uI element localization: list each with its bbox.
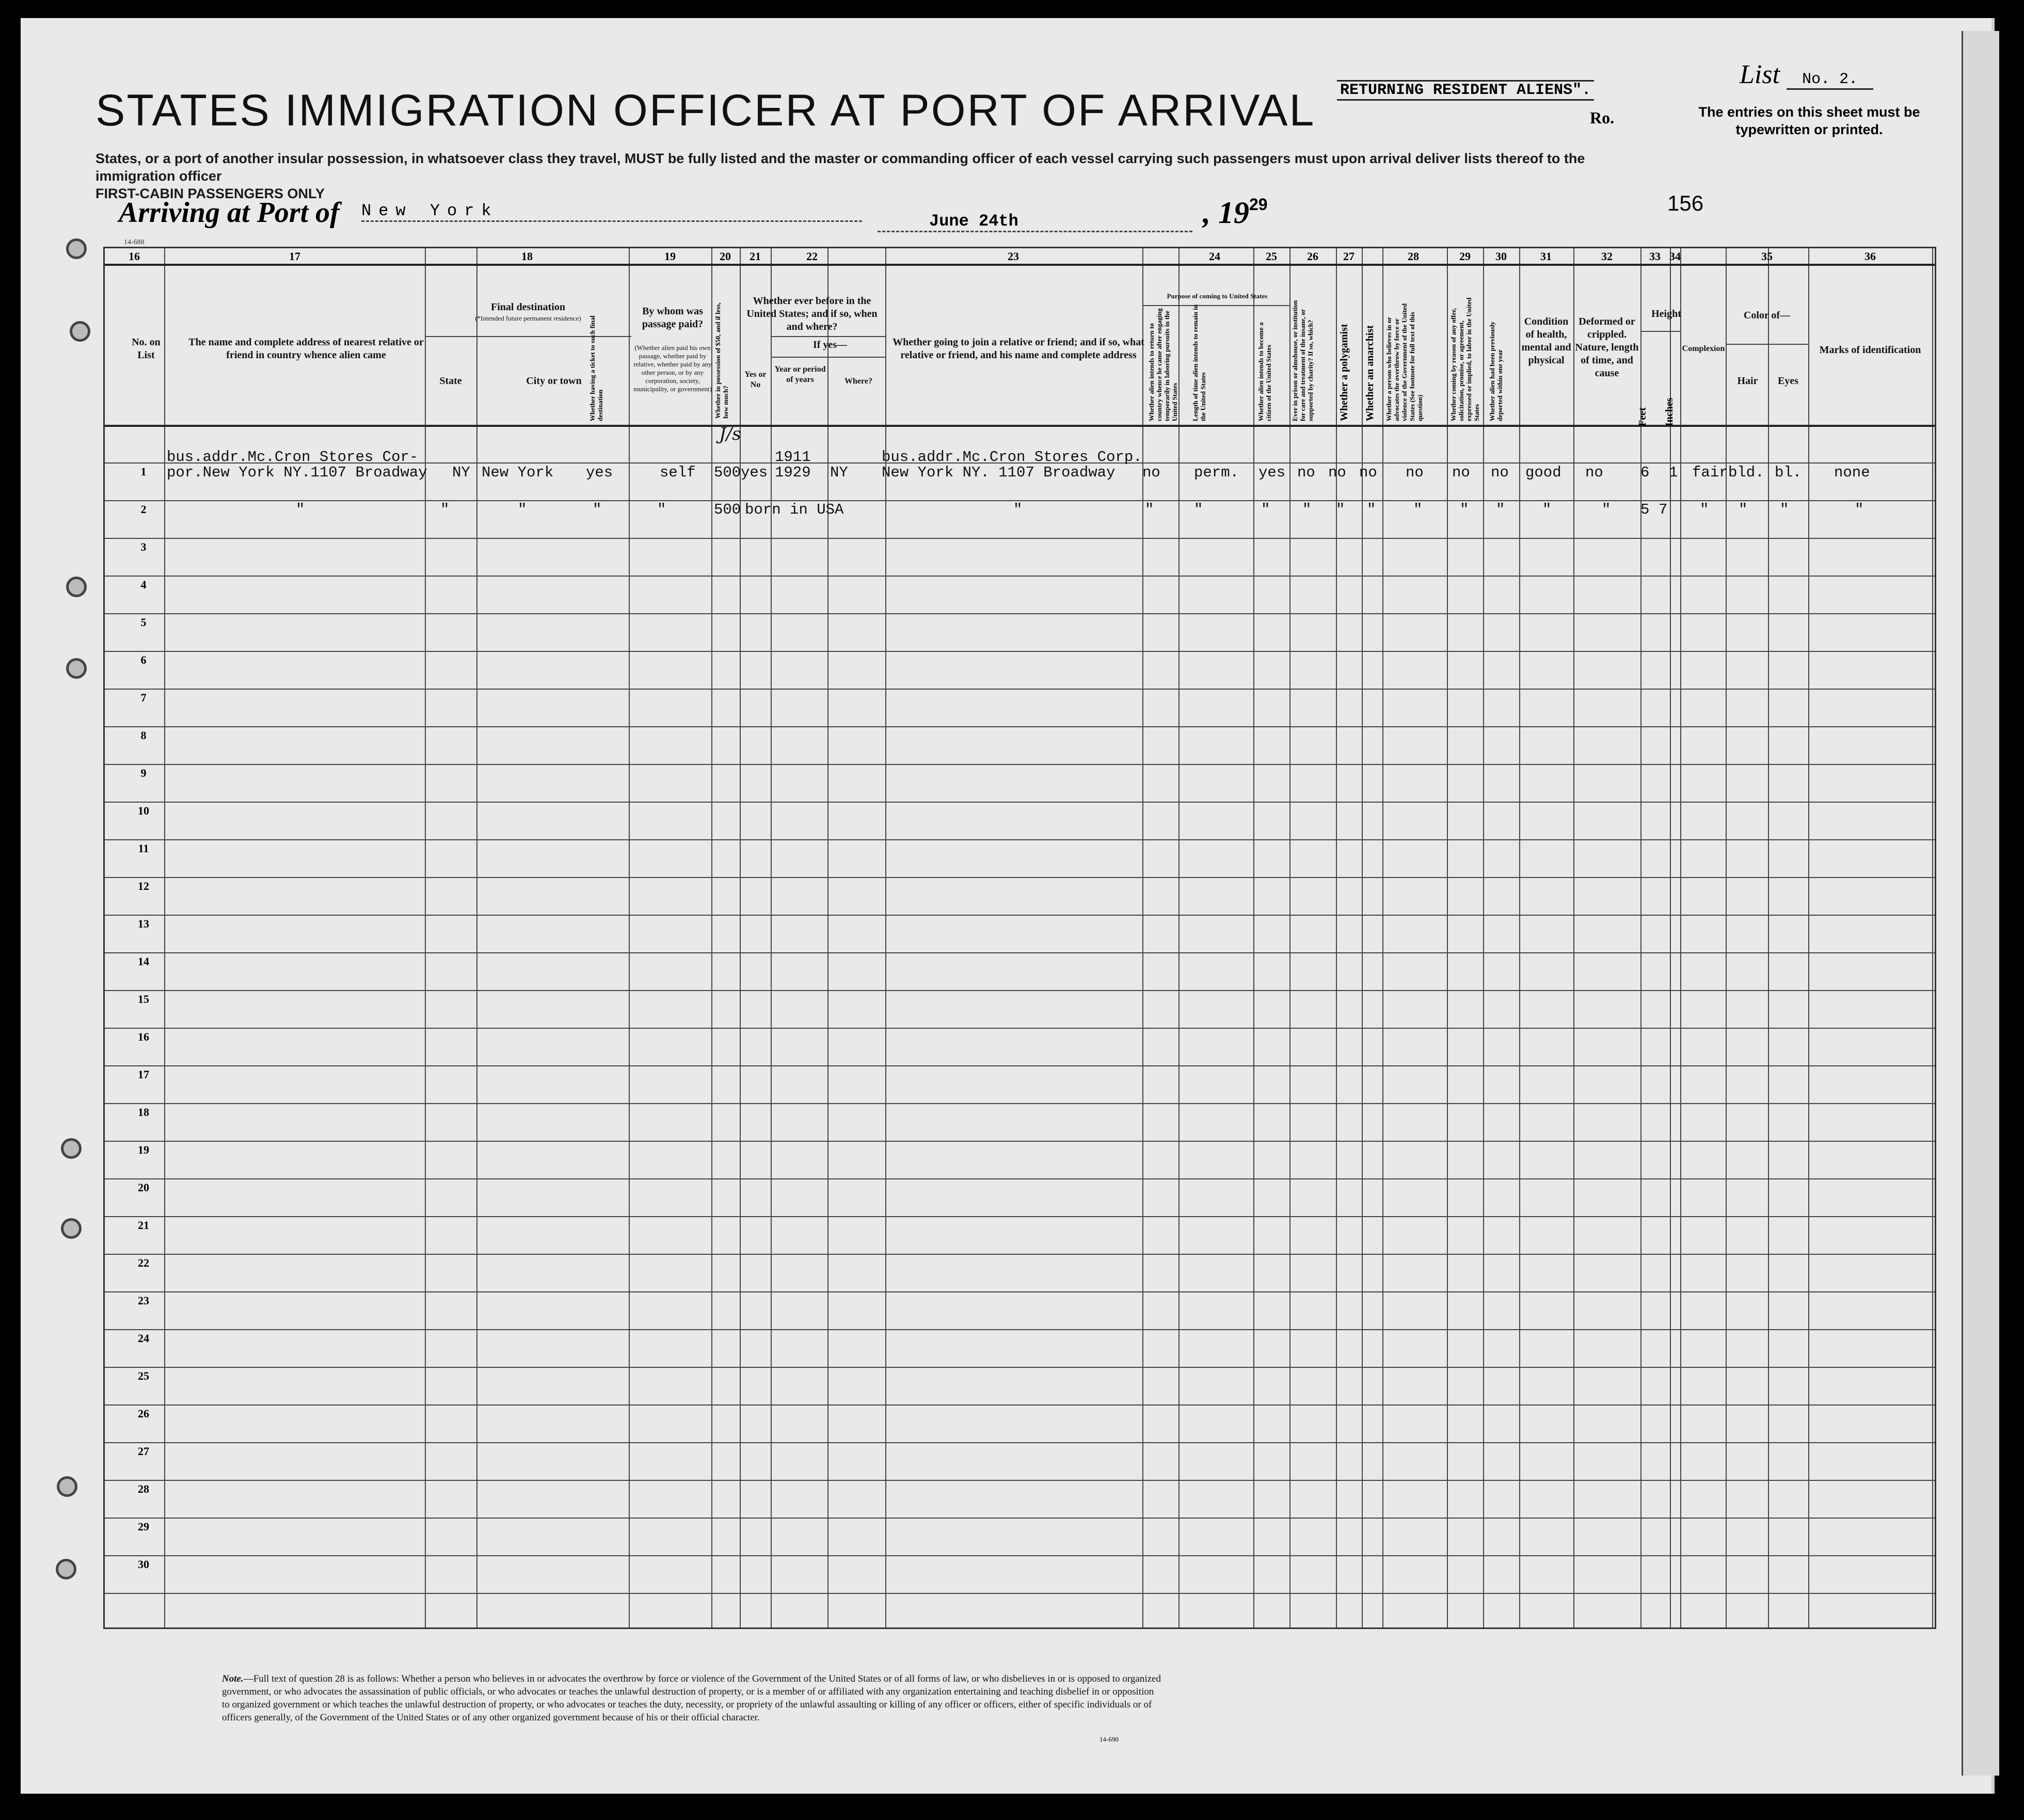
column-divider <box>1447 248 1448 1627</box>
column-number: 31 <box>1540 250 1552 263</box>
row-number: 7 <box>140 691 147 704</box>
header-relative-address: The name and complete address of nearest relative or friend in country whence alien came <box>188 337 424 361</box>
header-before-in-us: Whether ever before in the United States; and if so, when and where? <box>746 295 878 332</box>
binder-hole <box>66 238 87 259</box>
column-number: 23 <box>1008 250 1019 263</box>
ditto-mark: " <box>1013 501 1023 518</box>
row-divider <box>105 1518 1935 1519</box>
form-title: STATES IMMIGRATION OFFICER AT PORT OF ARRIVAL <box>95 86 1316 135</box>
binder-hole <box>56 1559 76 1579</box>
column-number: 24 <box>1209 250 1220 263</box>
row-number: 25 <box>138 1369 149 1382</box>
row-divider <box>771 336 885 337</box>
date-value: June 24th <box>878 212 1192 232</box>
row1-complexion: fair <box>1692 464 1728 481</box>
row1-ticket: yes <box>586 464 613 481</box>
header-complexion: Complexion <box>1682 344 1725 353</box>
row1-join-line2: New York NY. 1107 Broadway <box>882 464 1115 481</box>
header-yes-no: Yes or No <box>744 370 767 389</box>
row-number: 28 <box>138 1482 149 1495</box>
row-divider <box>105 1254 1935 1255</box>
row1-years-line1: 1911 <box>775 449 811 466</box>
row2-inches: 7 <box>1659 501 1668 518</box>
row-number: 14 <box>138 955 149 968</box>
column-number: 17 <box>289 250 300 263</box>
row1-hair: bld. <box>1728 464 1764 481</box>
row-divider <box>105 1103 1935 1104</box>
footnote: Note.—Full text of question 28 is as follows: Whether a person who believes in or advocates the overthrow by force or violence of the Government of the United States or of all forms of law, or who disbelieves in or is opposed to organized government, or who advocates the assassination of public officials, or who advocates or teaches the unlawful destruction of property, or is a member of or affiliated with any organization entertaining and teaching disbelief in or opposition to organized government or which teaches the unlawful destruction of property, or who advocates or teaches the duty, necessity, or propriety of the unlawful assaulting or killing of any officer or officers, either of specific individuals or of officers generally, of the Government of the United States or of any other organized government because of his or their official character. <box>222 1673 1161 1723</box>
row1-relative-line2: por.New York NY.1107 Broadway <box>167 464 427 481</box>
row-divider <box>105 425 1935 427</box>
column-divider <box>1362 248 1363 1627</box>
header-deported: Whether alien had been previously deported within one year <box>1488 321 1504 421</box>
header-no-on-list: No. on List <box>132 337 161 361</box>
arriving-label: Arriving at Port of <box>119 197 340 229</box>
column-number: 32 <box>1601 250 1613 263</box>
header-deformed: Deformed or crippled. Nature, length of time, and cause <box>1575 316 1639 379</box>
column-divider <box>740 248 741 1627</box>
row1-annotation: J/s <box>719 424 741 444</box>
returning-resident-stamp: RETURNING RESIDENT ALIENS". <box>1337 80 1594 101</box>
column-number: 33 <box>1649 250 1661 263</box>
column-number: 21 <box>750 250 761 263</box>
header-purpose: Purpose of coming to United States <box>1167 292 1268 300</box>
header-join-relative: Whether going to join a relative or friend; and if so, what relative or friend, and his name and complete address <box>893 337 1144 361</box>
column-divider <box>1932 248 1933 1627</box>
row-number: 6 <box>140 653 147 666</box>
row1-overthrow: no <box>1406 464 1424 481</box>
row1-health: good <box>1525 464 1561 481</box>
row-number: 26 <box>138 1407 149 1420</box>
ditto-mark: " <box>1780 501 1789 518</box>
adjacent-page-edge <box>1962 31 1999 1776</box>
row-divider <box>105 538 1935 539</box>
row-number: 1 <box>140 465 147 478</box>
header-city: City or town <box>526 375 582 387</box>
column-number: 36 <box>1864 250 1876 263</box>
list-number-value: No. 2. <box>1787 71 1873 90</box>
header-prison: Ever in prison or almshouse, or institution for care and treatment of the insane, or supported by charity? If so, which? <box>1291 300 1314 421</box>
ditto-mark: " <box>296 501 305 518</box>
row-number: 19 <box>138 1143 149 1156</box>
row-divider <box>105 1480 1935 1481</box>
header-height: Height <box>1651 308 1681 320</box>
binder-hole <box>66 658 87 679</box>
form-code: 14-688 <box>124 238 145 246</box>
row-divider <box>105 1141 1935 1142</box>
ditto-mark: " <box>1855 501 1864 518</box>
ditto-mark: " <box>1367 501 1376 518</box>
column-number: 28 <box>1408 250 1419 263</box>
row-divider <box>105 1291 1935 1292</box>
header-overthrow: Whether a person who believes in or advocates the overthrow by force or violence of the Government of the United States (See footnote for full text of this question) <box>1385 303 1424 421</box>
header-feet: Feet <box>1637 407 1648 426</box>
column-number: 16 <box>129 250 140 263</box>
header-eyes: Eyes <box>1778 375 1798 387</box>
column-divider <box>629 248 630 1627</box>
column-number: 26 <box>1307 250 1318 263</box>
column-divider <box>1483 248 1484 1627</box>
column-number: 25 <box>1266 250 1277 263</box>
row-number: 4 <box>140 578 147 591</box>
column-divider <box>1289 248 1290 1627</box>
header-polygamist: Whether a polygamist <box>1338 324 1350 421</box>
row-number: 30 <box>138 1558 149 1571</box>
header-purpose-return: Whether alien intends to return to country whence he came after engaging temporarily in laboring pursuits in the United States <box>1148 308 1178 421</box>
header-color-of: Color of— <box>1743 310 1791 321</box>
binder-hole <box>57 1476 77 1497</box>
column-number: 30 <box>1495 250 1507 263</box>
binder-hole <box>61 1218 82 1239</box>
header-purpose-length: Length of time alien intends to remain in the United States <box>1191 304 1207 421</box>
row1-inches: 1 <box>1669 464 1678 481</box>
year-value: , $19^{29}$ <box>1203 195 1268 230</box>
column-divider <box>1680 248 1681 1627</box>
row-divider <box>105 1065 1935 1066</box>
row-number: 8 <box>140 729 147 742</box>
row2-born: born in USA <box>745 501 844 518</box>
row-number: 24 <box>138 1332 149 1345</box>
list-number: List No. 2. <box>1740 59 1873 90</box>
row-number: 22 <box>138 1256 149 1269</box>
row-number: 13 <box>138 917 149 930</box>
header-if-yes: If yes— <box>812 339 848 350</box>
row-divider <box>105 802 1935 803</box>
row-number: 15 <box>138 993 149 1005</box>
header-state: State <box>439 375 462 387</box>
row-number: 2 <box>140 503 147 516</box>
row1-relative-line1: bus.addr.Mc.Cron Stores Cor- <box>167 449 419 466</box>
column-divider <box>1573 248 1574 1627</box>
column-divider <box>1336 248 1337 1627</box>
ro-label: Ro. <box>1590 108 1615 127</box>
header-passage-paid: By whom was passage paid? <box>642 306 704 330</box>
column-number: 20 <box>720 250 731 263</box>
column-number: 22 <box>806 250 818 263</box>
column-divider <box>1253 248 1254 1627</box>
header-passage-paid-note: (Whether alien paid his own passage, whether paid by relative, whether paid by any other person, or by any corporation, society, municipality, or government) <box>633 344 712 393</box>
row1-deported: no <box>1491 464 1509 481</box>
row-divider <box>105 990 1935 991</box>
header-where: Where? <box>844 377 872 386</box>
header-ticket: Whether having a ticket to such final destination <box>588 315 604 421</box>
header-money: Whether in possession of $50, and if less, how much? <box>714 302 729 419</box>
row-number: 18 <box>138 1106 149 1119</box>
column-number: 19 <box>664 250 676 263</box>
column-divider <box>1142 248 1143 1627</box>
row1-return: no <box>1142 464 1160 481</box>
row1-years-line2: 1929 <box>775 464 811 481</box>
row1-eyes: bl. <box>1775 464 1802 481</box>
row-number: 3 <box>140 540 147 553</box>
column-number: 34 <box>1669 250 1681 263</box>
row-number: 10 <box>138 804 149 817</box>
row1-feet: 6 <box>1640 464 1650 481</box>
column-divider <box>1768 248 1769 1627</box>
ditto-mark: " <box>440 501 450 518</box>
binder-hole <box>66 577 87 597</box>
row-divider <box>105 576 1935 577</box>
row1-anarchist: no <box>1359 464 1377 481</box>
row1-where: NY <box>830 464 848 481</box>
column-divider <box>1726 248 1727 1627</box>
column-divider <box>1640 248 1641 1627</box>
column-divider <box>1519 248 1520 1627</box>
ditto-mark: " <box>1145 501 1154 518</box>
ditto-mark: " <box>593 501 602 518</box>
column-divider <box>827 248 828 1627</box>
header-inches: Inches <box>1664 397 1675 426</box>
row-divider <box>105 613 1935 614</box>
column-divider <box>771 248 772 1627</box>
column-number: 35 <box>1761 250 1773 263</box>
ditto-mark: " <box>1302 501 1312 518</box>
row-number: 23 <box>138 1294 149 1307</box>
header-purpose-citizen: Whether alien intends to become a citizen of the United States <box>1257 322 1272 421</box>
row2-feet: 5 <box>1640 501 1650 518</box>
row-number: 16 <box>138 1030 149 1043</box>
row-divider <box>1640 331 1680 332</box>
column-divider <box>476 248 477 1627</box>
row-number: 21 <box>138 1219 149 1232</box>
row-divider <box>105 877 1935 878</box>
header-final-destination-note: (*Intended future permanent residence) <box>475 314 581 322</box>
column-divider <box>1808 248 1809 1627</box>
header-offer: Whether coming by reason of any offer, solicitation, promise, or agreement, expressed or implied, to labor in the United States <box>1449 297 1480 421</box>
sheet-number: 156 <box>1667 191 1704 215</box>
column-divider <box>425 248 426 1627</box>
row-divider <box>105 915 1935 916</box>
row1-prison: no <box>1297 464 1315 481</box>
footnote-code: 14-690 <box>1099 1735 1119 1743</box>
row1-city: New York <box>482 464 554 481</box>
row-divider <box>105 689 1935 690</box>
column-number: 29 <box>1459 250 1471 263</box>
ditto-mark: " <box>1602 501 1611 518</box>
row1-money: 500 <box>714 464 741 481</box>
row-number: 29 <box>138 1520 149 1533</box>
ditto-mark: " <box>1460 501 1469 518</box>
binder-hole <box>61 1138 82 1159</box>
row2-money: 500 <box>714 501 741 518</box>
column-number: 27 <box>1343 250 1354 263</box>
header-hair: Hair <box>1737 375 1758 387</box>
header-anarchist: Whether an anarchist <box>1364 325 1376 421</box>
ditto-mark: " <box>1261 501 1270 518</box>
row-divider <box>105 839 1935 840</box>
header-year: Year or period of years <box>774 365 826 384</box>
ditto-mark: " <box>1700 501 1709 518</box>
column-divider <box>1382 248 1383 1627</box>
row-divider <box>105 1028 1935 1029</box>
row-number: 5 <box>140 616 147 629</box>
ditto-mark: " <box>1413 501 1423 518</box>
ditto-mark: " <box>1542 501 1552 518</box>
row1-paid-by: self <box>660 464 696 481</box>
row1-polygamist: no <box>1328 464 1346 481</box>
column-divider <box>164 248 165 1627</box>
row-number: 17 <box>138 1068 149 1081</box>
row-number: 20 <box>138 1181 149 1194</box>
header-health: Condition of health, mental and physical <box>1521 316 1571 366</box>
row1-offer: no <box>1452 464 1470 481</box>
row1-before-yesno: yes <box>741 464 768 481</box>
row-divider <box>105 1178 1935 1179</box>
row-divider <box>105 726 1935 727</box>
row-number: 11 <box>138 842 149 855</box>
row-divider <box>105 1216 1935 1217</box>
entries-note: The entries on this sheet must be typewritten or printed. <box>1698 104 1920 137</box>
row-divider <box>105 1329 1935 1330</box>
ditto-mark: " <box>1739 501 1748 518</box>
column-number: 18 <box>521 250 533 263</box>
row-divider <box>105 952 1935 953</box>
row-divider <box>105 1367 1935 1368</box>
row1-state: NY <box>452 464 470 481</box>
row1-deformed: no <box>1585 464 1603 481</box>
ditto-mark: " <box>1336 501 1345 518</box>
row1-marks: none <box>1834 464 1870 481</box>
row-divider <box>105 1555 1935 1556</box>
row-number: 27 <box>138 1445 149 1458</box>
row-divider <box>105 764 1935 765</box>
row-divider <box>105 651 1935 652</box>
row-divider <box>771 357 885 358</box>
row-divider <box>105 1593 1935 1594</box>
header-final-destination: Final destination <box>491 301 565 313</box>
row-divider <box>105 1404 1935 1406</box>
ditto-mark: " <box>1496 501 1505 518</box>
column-divider <box>1670 248 1671 1627</box>
form-subtitle: States, or a port of another insular possession, in whatsoever class they travel, MUST be fully listed and the master or commanding officer of each vessel carrying such passengers must upon arrival deliver lists thereof to the immigration officer FIRST-CABIN PASSENGERS ONLY <box>95 150 1644 202</box>
ditto-mark: " <box>657 501 666 518</box>
row1-join-line1: bus.addr.Mc.Cron Stores Corp. <box>882 449 1142 466</box>
row1-length: perm. <box>1194 464 1239 481</box>
port-value: New York <box>361 201 862 222</box>
row1-citizen: yes <box>1258 464 1286 481</box>
row-divider <box>1726 344 1808 345</box>
binder-hole <box>70 321 90 342</box>
row-divider <box>105 1442 1935 1443</box>
ditto-mark: " <box>518 501 527 518</box>
first-cabin-label: FIRST-CABIN PASSENGERS ONLY <box>95 186 325 201</box>
column-divider <box>1178 248 1180 1627</box>
row-number: 9 <box>140 767 147 779</box>
ditto-mark: " <box>1194 501 1203 518</box>
row-divider <box>105 264 1935 266</box>
row-number: 12 <box>138 880 149 892</box>
column-divider <box>711 248 712 1627</box>
header-marks: Marks of identification <box>1819 344 1921 356</box>
manifest-table <box>103 247 1936 1629</box>
